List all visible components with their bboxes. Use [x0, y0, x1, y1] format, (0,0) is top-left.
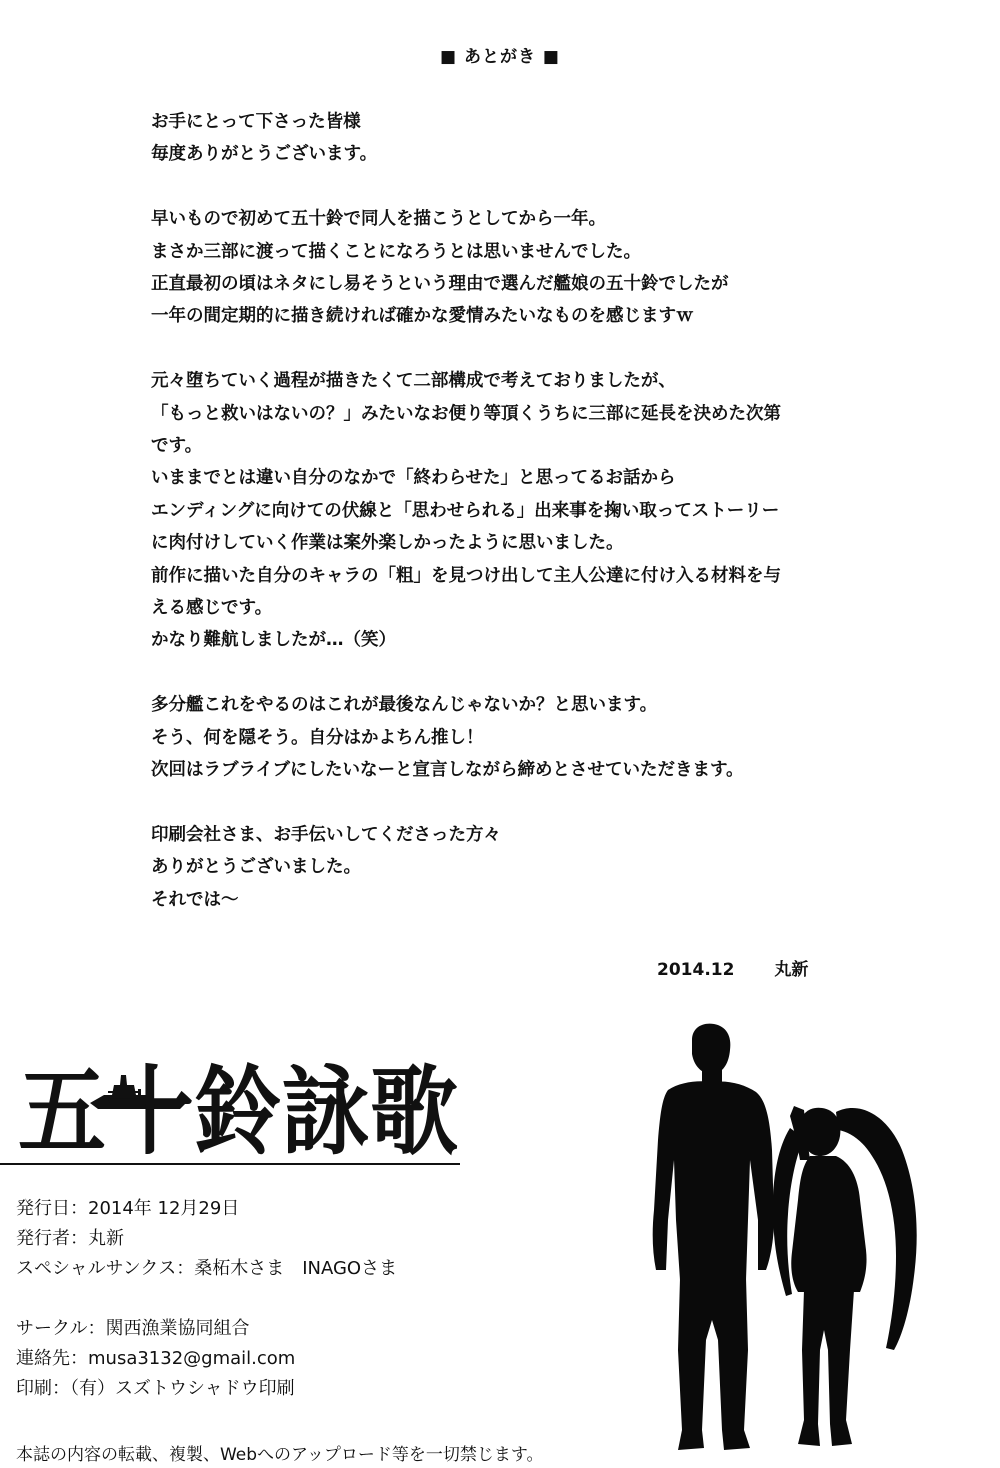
colophon	[16, 1194, 397, 1404]
colophon-spacer	[16, 1284, 397, 1314]
afterword-line: 次回はラブライブにしたいなーと宣言しながら締めとさせていただきます。	[151, 760, 744, 781]
afterword-line: 「もっと救いはないの？」みたいなお便り等頂くうちに三部に延長を決めた次第	[151, 403, 781, 424]
publisher: 発行者：丸新	[16, 1228, 124, 1249]
signature-author: 丸新	[774, 960, 809, 980]
afterword-line: いままでとは違い自分のなかで「終わらせた」と思ってるお話から	[151, 468, 676, 489]
afterword-line: そう、何を隠そう。自分はかよちん推し！	[151, 727, 484, 748]
afterword-paragraph	[151, 106, 851, 171]
afterword-body	[151, 106, 851, 948]
title-logo-text: 五十鈴詠歌	[18, 1055, 458, 1163]
afterword-line: える感じです。	[151, 598, 273, 619]
man-silhouette-icon	[653, 1024, 774, 1450]
printer: 印刷：（有）スズトウシャドウ印刷	[16, 1378, 295, 1399]
afterword-line: 正直最初の頃はネタにし易そうという理由で選んだ艦娘の五十鈴でしたが	[151, 274, 729, 295]
afterword-line: 印刷会社さま、お手伝いしてくださった方々	[151, 824, 501, 845]
issue-date: 発行日：2014年 12月29日	[16, 1198, 240, 1219]
afterword-line: エンディングに向けての伏線と「思わせられる」出来事を掬い取ってストーリー	[151, 500, 780, 521]
afterword-paragraph	[151, 689, 851, 786]
signature-date: 2014.12	[657, 960, 735, 980]
afterword-line: 多分艦これをやるのはこれが最後なんじゃないか？と思います。	[151, 695, 658, 716]
afterword-line: 早いもので初めて五十鈴で同人を描こうとしてから一年。	[151, 209, 606, 230]
girl-silhouette-icon	[773, 1106, 917, 1446]
afterword-paragraph	[151, 203, 851, 333]
afterword-line: です。	[151, 436, 203, 457]
afterword-line: それでは～	[151, 889, 239, 910]
afterword-paragraph	[151, 365, 851, 657]
characters-silhouette	[640, 1020, 960, 1460]
afterword-paragraph	[151, 819, 851, 916]
copyright-notice: 本誌の内容の転載、複製、Webへのアップロード等を一切禁じます。	[16, 1445, 544, 1465]
afterword-line: まさか三部に渡って描くことになろうとは思いませんでした。	[151, 241, 641, 262]
afterword-line: かなり難航しましたが…（笑）	[151, 630, 396, 651]
circle-name: サークル：関西漁業協同組合	[16, 1318, 250, 1339]
contact: 連絡先：musa3132@gmail.com	[16, 1348, 296, 1369]
afterword-line: 元々堕ちていく過程が描きたくて二部構成で考えておりましたが、	[151, 371, 676, 392]
afterword-line: お手にとって下さった皆様	[151, 112, 361, 132]
title-logo	[8, 1045, 468, 1163]
title-divider	[0, 1163, 460, 1165]
afterword-line: 一年の間定期的に描き続ければ確かな愛情みたいなものを感じますｗ	[151, 306, 694, 327]
afterword-line: 毎度ありがとうございます。	[151, 144, 378, 165]
afterword-line: に肉付けしていく作業は案外楽しかったように思いました。	[151, 533, 624, 554]
afterword-header: ■ あとがき ■	[440, 47, 560, 67]
afterword-line: 前作に描いた自分のキャラの「粗」を見つけ出して主人公達に付け入る材料を与	[151, 565, 781, 586]
signature	[657, 955, 808, 980]
afterword-line: ありがとうございました。	[151, 857, 361, 878]
special-thanks: スペシャルサンクス：桑柘木さま INAGOさま	[16, 1258, 398, 1279]
